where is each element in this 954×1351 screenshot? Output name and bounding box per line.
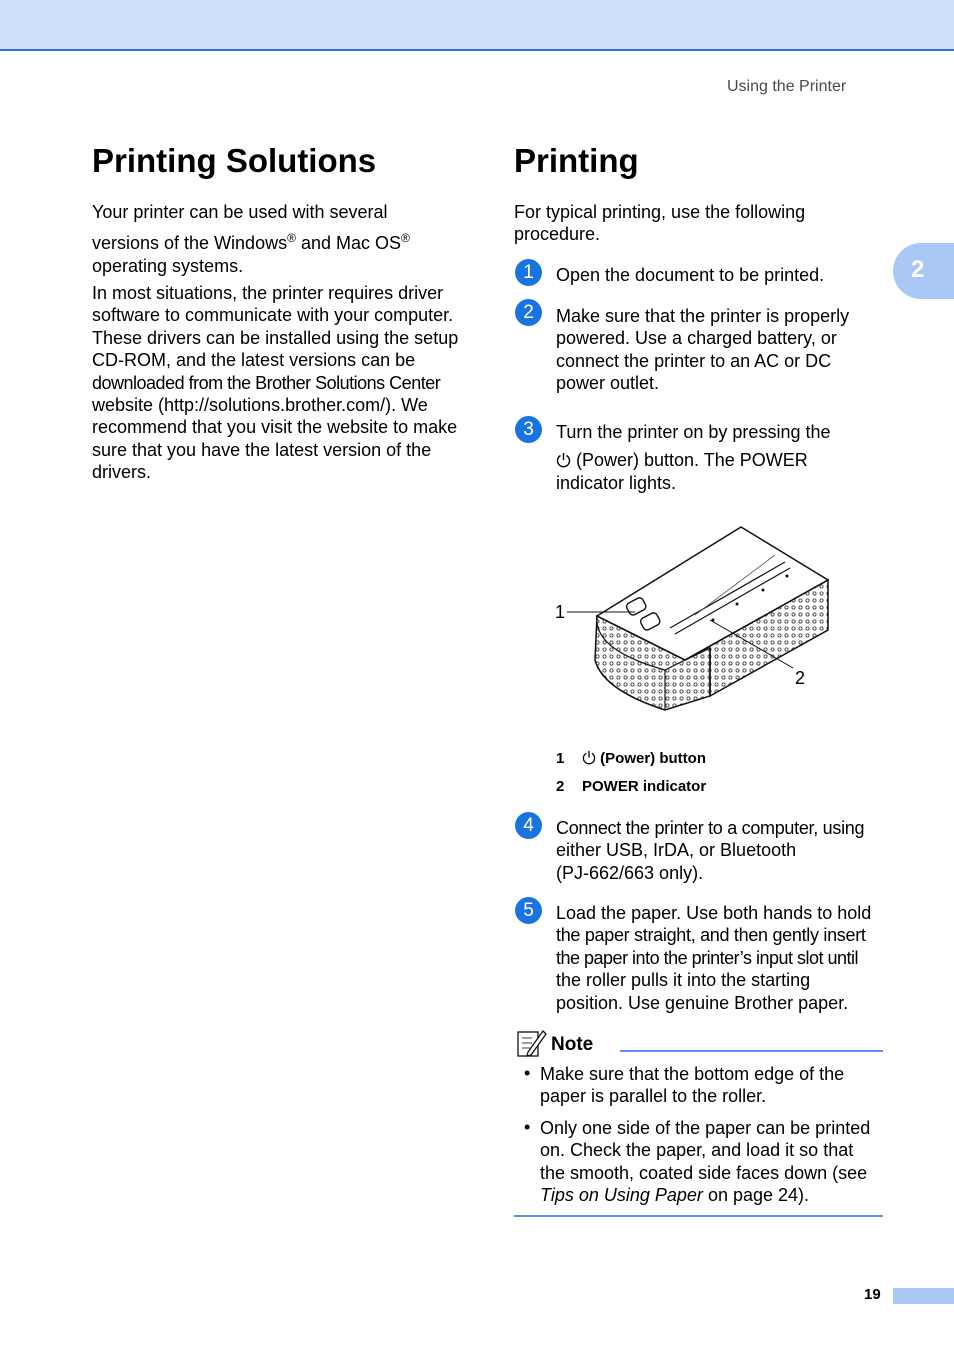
note-end-divider: [514, 1215, 883, 1217]
text-line: operating systems.: [92, 255, 244, 276]
paragraph-intro: [92, 201, 462, 277]
text-span: and Mac OS: [295, 233, 401, 254]
text-line: (PJ-662/663 only).: [556, 862, 704, 883]
chapter-number: 2: [911, 256, 925, 283]
cross-reference-link[interactable]: Tips on Using Paper: [540, 1185, 703, 1206]
text-line: connect the printer to an AC or DC: [556, 350, 832, 371]
text-line: For typical printing, use the following: [514, 202, 806, 222]
chapter-tab: [893, 243, 954, 299]
step-2-marker: 2: [515, 299, 542, 326]
text-line: website (http://solutions.brother.com/). We: [92, 395, 428, 416]
text-line: the paper straight, and then gently insert: [556, 925, 866, 946]
text-line: powered. Use a charged battery, or: [556, 328, 837, 349]
text-line: [92, 227, 462, 254]
text-line: position. Use genuine Brother paper.: [556, 992, 849, 1013]
step-2-text: [556, 305, 886, 395]
step-5-marker: 5: [515, 897, 542, 924]
page-tab: [893, 1288, 954, 1304]
text-line: the roller pulls it into the starting: [556, 970, 811, 991]
figure-caption-2: [556, 778, 706, 795]
text-line: Load the paper. Use both hands to hold: [556, 903, 872, 923]
step-5-text: [556, 902, 886, 1014]
text-line: on. Check the paper, and load it so that: [540, 1140, 854, 1161]
caption-text: (Power) button: [596, 750, 706, 767]
text-line: either USB, IrDA, or Bluetooth: [556, 840, 797, 861]
text-line: Your printer can be used with several: [92, 202, 388, 222]
step-1-marker: 1: [515, 259, 542, 286]
bullet: •: [524, 1117, 531, 1137]
power-icon: [582, 750, 596, 765]
step-1-text: [556, 264, 886, 286]
caption-number: 2: [556, 778, 565, 795]
figure-caption-1: [556, 750, 706, 767]
text-line: [556, 449, 886, 471]
text-line: the smooth, coated side faces down (see: [540, 1162, 868, 1183]
text-line: Open the document to be printed.: [556, 265, 825, 285]
text-line: power outlet.: [556, 373, 660, 394]
registered-mark: ®: [287, 231, 296, 246]
page-number: 19: [864, 1286, 881, 1303]
text-line: Turn the printer on by pressing the: [556, 422, 831, 442]
text-line: recommend that you visit the website to make: [92, 417, 458, 438]
text-span: on page 24).: [702, 1185, 810, 1206]
note-item-2: [540, 1117, 885, 1207]
note-item-1: [540, 1063, 885, 1108]
bullet: •: [524, 1063, 531, 1083]
text-line: sure that you have the latest version of the: [92, 439, 432, 460]
text-line: CD-ROM, and the latest versions can be: [92, 350, 416, 371]
paragraph-drivers: [92, 282, 464, 484]
text-line: indicator lights.: [556, 472, 677, 493]
text-line: In most situations, the printer requires driver: [92, 283, 444, 303]
printer-illustration: [545, 520, 845, 720]
caption-number: 1: [556, 750, 565, 767]
text-line: software to communicate with your computer.: [92, 305, 454, 326]
note-icon: [516, 1028, 548, 1058]
text-line: These drivers can be installed using the setup: [92, 327, 459, 348]
power-icon: [556, 452, 571, 468]
callout-2: 2: [795, 668, 806, 688]
text-line: procedure.: [514, 224, 601, 245]
note-title: Note: [551, 1034, 594, 1055]
text-line: paper is parallel to the roller.: [540, 1086, 767, 1107]
step-3-marker: 3: [515, 416, 542, 443]
text-line: the paper into the printer’s input slot until: [556, 947, 859, 968]
text-line: drivers.: [92, 462, 152, 483]
section-title-printing-solutions: Printing Solutions: [92, 142, 377, 179]
text-line: Connect the printer to a computer, using: [556, 818, 865, 838]
text-line: downloaded from the Brother Solutions Center: [92, 372, 441, 393]
text-line: Make sure that the bottom edge of the: [540, 1064, 845, 1084]
caption-text: POWER indicator: [582, 778, 707, 795]
text-span: (Power) button. The POWER: [571, 450, 808, 471]
registered-mark: ®: [400, 231, 410, 246]
step-3-text: [556, 421, 886, 494]
callout-1: 1: [555, 602, 566, 622]
header-band: [0, 0, 954, 51]
step-4-text: [556, 817, 886, 884]
text-line: [540, 1184, 885, 1206]
paragraph-procedure: [514, 201, 886, 246]
section-title-printing: Printing: [514, 142, 639, 179]
text-line: Make sure that the printer is properly: [556, 306, 850, 326]
text-span: versions of the Windows: [92, 233, 288, 254]
running-head: Using the Printer: [727, 78, 847, 95]
step-4-marker: 4: [515, 812, 542, 839]
note-divider: [620, 1050, 883, 1052]
text-line: Only one side of the paper can be printed: [540, 1118, 871, 1138]
